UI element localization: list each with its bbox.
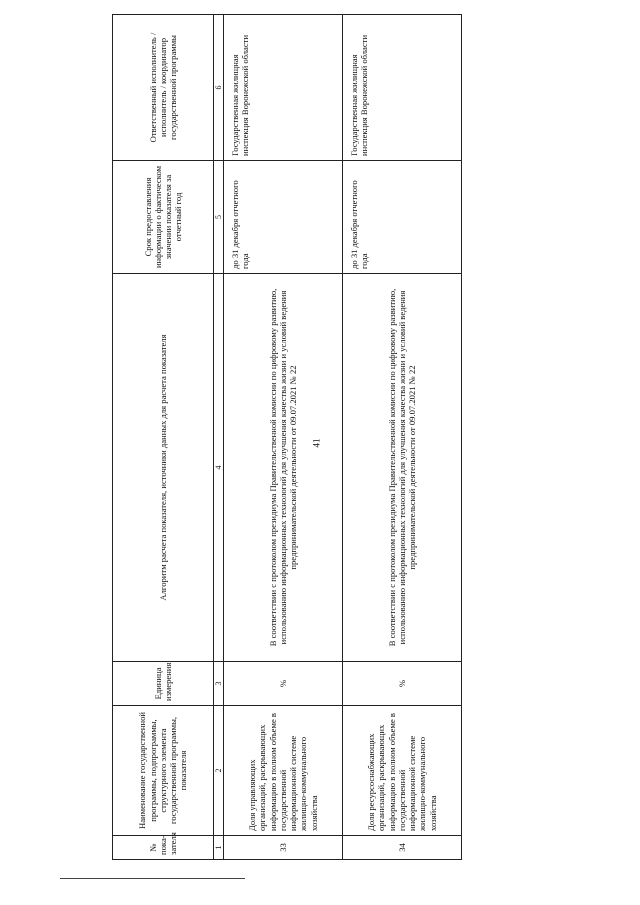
algorithm-cell: В соответствии с протоколом президиума Правительственной комиссии по цифровому развитию, использованию информационных технологий для улучшения качества жизни и условий ведения предпринимательской деятельности от 09.07.2021 № 22 [224, 274, 343, 662]
footnote-divider [60, 878, 245, 879]
term-cell: до 31 декабря отчетного года [224, 161, 343, 274]
header-indicator-number: № пока-зателя [113, 836, 214, 860]
indicator-name: Доля управляющих организаций, раскрывающих информацию в полном объеме в государственной информационной системе жилищно-коммунального хозяйства [224, 706, 343, 836]
table-header-row [113, 15, 214, 860]
unit-cell: % [224, 662, 343, 706]
responsible-cell: Государственная жилищная инспекция Воронежской области [224, 15, 343, 161]
column-number: 4 [214, 274, 224, 662]
rotated-table-container [112, 15, 438, 860]
header-term: Срок предоставления информации о фактическом значении показателя за отчетный год [113, 161, 214, 274]
header-indicator-name: Наименование государственной программы, подпрограммы, структурного элемента государственной программы, показателя [113, 706, 214, 836]
term-cell: до 31 декабря отчетного года [343, 161, 462, 274]
header-unit: Единица измерения [113, 662, 214, 706]
table-row [224, 15, 343, 860]
table-row [343, 15, 462, 860]
header-algorithm: Алгоритм расчета показателя, источники данных для расчета показателя [113, 274, 214, 662]
unit-cell: % [343, 662, 462, 706]
column-number: 6 [214, 15, 224, 161]
indicator-name: Доля ресурсоснабжающих организаций, раскрывающих информацию в полном объеме в государственной информационной системе жилищно-коммунального хозяйства [343, 706, 462, 836]
row-number: 33 [224, 836, 343, 860]
column-number: 2 [214, 706, 224, 836]
column-number: 1 [214, 836, 224, 860]
column-number: 5 [214, 161, 224, 274]
column-number-row [214, 15, 224, 860]
responsible-cell: Государственная жилищная инспекция Воронежской области [343, 15, 462, 161]
algorithm-cell: В соответствии с протоколом президиума Правительственной комиссии по цифровому развитию, использованию информационных технологий для улучшения качества жизни и условий ведения предпринимательской деятельности от 09.07.2021 № 22 [343, 274, 462, 662]
page-number: 41 [311, 438, 322, 448]
row-number: 34 [343, 836, 462, 860]
header-responsible: Ответственный исполнитель / исполнитель / координатор государственной программы [113, 15, 214, 161]
indicator-table [112, 14, 462, 860]
column-number: 3 [214, 662, 224, 706]
